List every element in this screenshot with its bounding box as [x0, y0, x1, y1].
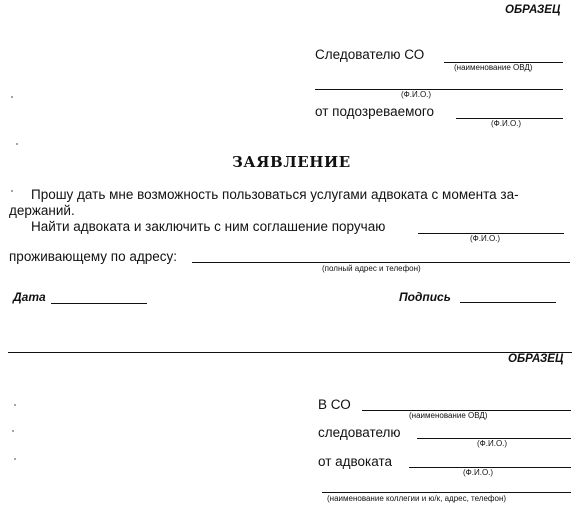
document-title: ЗАЯВЛЕНИЕ	[232, 153, 351, 171]
sample-mark: ОБРАЗЕЦ	[505, 4, 561, 16]
address-line	[192, 262, 570, 263]
department-hint: (наименование ОВД)	[409, 411, 488, 420]
signature-label: Подпись	[399, 290, 451, 304]
scan-speck	[14, 404, 16, 406]
date-line	[51, 303, 147, 304]
address-hint: (полный адрес и телефон)	[322, 264, 421, 273]
address-label: проживающему по адресу:	[9, 249, 178, 264]
ovd-hint: (наименование ОВД)	[454, 63, 533, 72]
college-hint: (наименование коллегии и ю/к, адрес, телефон)	[327, 494, 507, 503]
investigator-fio-hint-2: (Ф.И.О.)	[477, 439, 508, 448]
request-paragraph-line-1: Прошу дать мне возможность пользоваться услугами адвоката с момента за-	[31, 187, 519, 202]
request-paragraph-line-3: Найти адвоката и заключить с ним соглашение поручаю	[31, 219, 386, 234]
scan-speck	[14, 458, 16, 460]
investigator-label: следователю	[318, 425, 401, 440]
sample-mark-2: ОБРАЗЕЦ	[508, 353, 564, 365]
recipient-label: Следователю СО	[315, 47, 425, 62]
suspect-fio-hint: (Ф.И.О.)	[491, 119, 522, 128]
scan-speck	[16, 143, 18, 145]
college-line	[322, 492, 571, 493]
suspect-label: от подозреваемого	[315, 104, 435, 119]
lawyer-fio-hint: (Ф.И.О.)	[470, 234, 501, 243]
date-label: Дата	[13, 290, 46, 304]
department-label: В СО	[318, 397, 351, 412]
investigator-name-line	[315, 89, 563, 90]
section-divider	[8, 352, 572, 353]
scan-speck	[11, 96, 13, 98]
scan-speck	[12, 430, 14, 432]
scan-speck	[11, 190, 13, 192]
signature-line	[460, 302, 556, 303]
request-paragraph-line-2: держаний.	[9, 203, 75, 218]
lawyer-from-label: от адвоката	[318, 454, 393, 469]
lawyer-fio-hint-2: (Ф.И.О.)	[463, 468, 494, 477]
investigator-fio-hint: (Ф.И.О.)	[401, 90, 432, 99]
